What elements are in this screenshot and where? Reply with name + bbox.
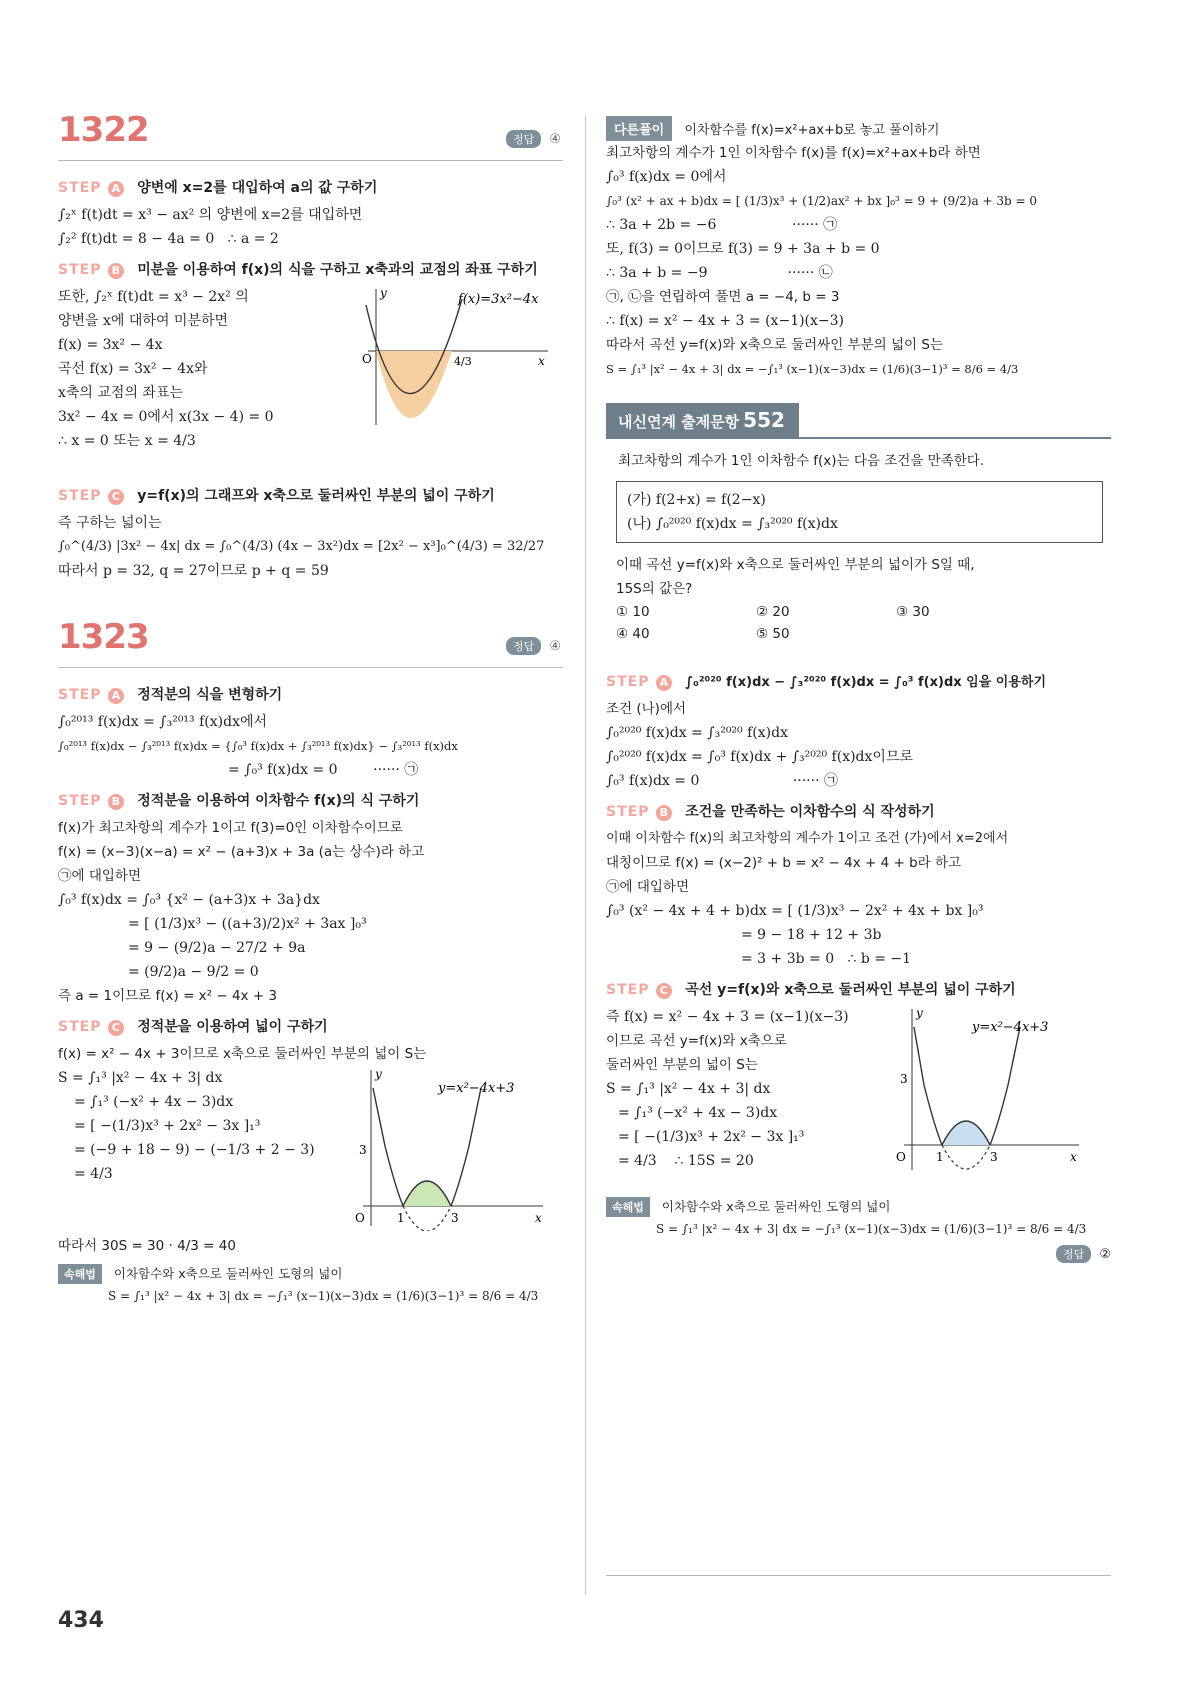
solution-line: = [ −(1/3)x³ + 2x² − 3x ]₁³ <box>618 1129 805 1145</box>
solution-line: = (−9 + 18 − 9) − (−1/3 + 2 − 3) <box>74 1142 315 1158</box>
solution-line: = ∫₀³ f(x)dx = 0 ······ ㉠ <box>228 762 419 778</box>
function-label: y=x²−4x+3 <box>972 1020 1049 1035</box>
curve-dashed <box>403 1206 451 1231</box>
step-b-heading <box>58 790 563 810</box>
curve-left <box>373 1088 403 1206</box>
solution-line: x축의 교점의 좌표는 <box>58 385 183 401</box>
page-number: 434 <box>58 1608 104 1633</box>
step-a-heading <box>58 684 563 704</box>
answer-badge: 정답 <box>506 637 541 655</box>
solution-line: ∫₀²⁰¹³ f(x)dx − ∫₃²⁰¹³ f(x)dx = {∫₀³ f(x)dx + ∫₃²⁰¹³ f(x)dx} − ∫₃²⁰¹³ f(x)dx <box>58 739 458 753</box>
solution-line: 이때 이차함수 f(x)의 최고차항의 계수가 1이고 조건 (가)에서 x=2에서 <box>606 831 1009 846</box>
solution-line: = [ −(1/3)x³ + 2x² − 3x ]₁³ <box>74 1118 261 1134</box>
answer-value: ④ <box>549 132 561 147</box>
solution-line: = 9 − (9/2)a − 27/2 + 9a <box>128 940 306 956</box>
right-column <box>606 110 1111 1263</box>
root-label-1: 1 <box>397 1211 405 1225</box>
question-text: 15S의 값은? <box>616 581 693 597</box>
solution-line: = [ (1/3)x³ − ((a+3)/2)x² + 3ax ]₀³ <box>128 916 367 932</box>
solution-line: ∫₀³ f(x)dx = 0 ······ ㉠ <box>606 773 838 789</box>
column-divider <box>585 115 586 1595</box>
solution-line: 또, f(3) = 0이므로 f(3) = 9 + 3a + b = 0 <box>606 241 880 257</box>
shaded-region <box>376 351 452 418</box>
step-label: STEP C <box>606 982 672 998</box>
step-b-heading <box>606 801 1111 821</box>
exam-answer <box>606 1245 1111 1263</box>
function-label: f(x)=3x²−4x <box>458 292 539 307</box>
y-label: y <box>375 1067 382 1081</box>
step-b-heading <box>58 259 563 279</box>
solution-line: ∫₀²⁰²⁰ f(x)dx = ∫₀³ f(x)dx + ∫₃²⁰²⁰ f(x)dx이므로 <box>606 749 913 765</box>
quick-method-title: 이차함수와 x축으로 둘러싸인 도형의 넓이 <box>113 1266 343 1281</box>
solution-line: 따라서 30S = 30 · 4/3 = 40 <box>58 1238 236 1254</box>
exam-problem-552 <box>606 403 1111 645</box>
solution-line: ∫₀²⁰¹³ f(x)dx = ∫₃²⁰¹³ f(x)dx에서 <box>58 714 268 730</box>
solution-line: ∫₀²⁰²⁰ f(x)dx = ∫₃²⁰²⁰ f(x)dx <box>606 725 788 741</box>
y-intercept-label: 3 <box>359 1143 367 1157</box>
choice-5: ⑤ 50 <box>756 626 790 642</box>
solution-line: f(x) = (x−3)(x−a) = x² − (a+3)x + 3a (a는 상수)라 하고 <box>58 844 425 860</box>
quick-method-formula: S = ∫₁³ |x² − 4x + 3| dx = −∫₁³ (x−1)(x−3)dx = (1/6)(3−1)³ = 8/6 = 4/3 <box>656 1222 1087 1236</box>
root-label-3: 3 <box>451 1211 459 1225</box>
problem-number: 1322 <box>58 110 149 150</box>
solution-line: ㉠에 대입하면 <box>606 879 689 895</box>
solution-line: 곡선 f(x) = 3x² − 4x와 <box>58 361 208 377</box>
alternative-title: 이차함수를 f(x)=x²+ax+b로 놓고 풀이하기 <box>684 123 940 138</box>
left-column <box>58 110 563 1308</box>
step-label: STEP A <box>606 674 672 690</box>
step-label: STEP B <box>58 793 124 809</box>
step-b-body <box>58 285 563 477</box>
quick-method-tag: 속해법 <box>58 1264 102 1284</box>
step-c-body <box>58 1066 563 1234</box>
step-title: 정적분을 이용하여 넓이 구하기 <box>137 1019 328 1035</box>
x-label: x <box>538 354 545 368</box>
answer-choices <box>606 601 1111 645</box>
step-label: STEP B <box>58 262 124 278</box>
solution-line: 양변을 x에 대하여 미분하면 <box>58 313 229 329</box>
choice-3: ③ 30 <box>896 604 930 620</box>
answer-indicator <box>506 130 561 148</box>
choice-1: ① 10 <box>616 604 650 620</box>
solution-line: ∫₀³ f(x)dx = 0에서 <box>606 169 727 185</box>
solution-line: ∴ 3a + b = −9 ······ ㉡ <box>606 265 833 281</box>
solution-line: f(x) = x² − 4x + 3이므로 x축으로 둘러싸인 부분의 넓이 S는 <box>58 1046 427 1062</box>
x-label: x <box>1070 1150 1077 1164</box>
solution-line: ∴ x = 0 또는 x = 4/3 <box>58 433 196 449</box>
origin-label: O <box>896 1150 906 1164</box>
quick-method-tag: 속해법 <box>606 1197 650 1217</box>
step-c-heading <box>58 485 563 505</box>
step-title: 정적분을 이용하여 이차함수 f(x)의 식 구하기 <box>137 793 420 809</box>
solution-line: 따라서 곡선 y=f(x)와 x축으로 둘러싸인 부분의 넓이 S는 <box>606 337 943 353</box>
root-label-1: 1 <box>936 1150 944 1164</box>
step-label: STEP C <box>58 1019 124 1035</box>
solution-line: ∫₂² f(t)dt = 8 − 4a = 0 ∴ a = 2 <box>58 231 279 247</box>
solution-line: 또한, ∫₂ˣ f(t)dt = x³ − 2x² 의 <box>58 289 249 305</box>
solution-line: 즉 구하는 넓이는 <box>58 515 162 531</box>
quick-method <box>58 1264 563 1284</box>
y-intercept-label: 3 <box>900 1072 908 1086</box>
solution-line: 즉 a = 1이므로 f(x) = x² − 4x + 3 <box>58 988 278 1004</box>
step-c-body <box>606 1005 1111 1195</box>
solution-line: ∫₀³ f(x)dx = ∫₀³ {x² − (a+3)x + 3a}dx <box>58 892 320 908</box>
condition-line: (가) f(2+x) = f(2−x) <box>627 492 766 508</box>
solution-line: S = ∫₁³ |x² − 4x + 3| dx = −∫₁³ (x−1)(x−3)dx = (1/6)(3−1)³ = 8/6 = 4/3 <box>606 362 1019 376</box>
solution-line: ∫₂ˣ f(t)dt = x³ − ax² 의 양변에 x=2를 대입하면 <box>58 207 363 223</box>
solution-line: S = ∫₁³ |x² − 4x + 3| dx <box>606 1081 771 1097</box>
solution-line: 둘러싸인 부분의 넓이 S는 <box>606 1057 758 1073</box>
solution-line: 최고차항의 계수가 1인 이차함수 f(x)를 f(x)=x²+ax+b라 하면 <box>606 145 981 161</box>
exam-heading: 내신연계 출제문항 552 <box>606 403 799 437</box>
step-c-heading <box>606 979 1111 999</box>
solution-line: 이므로 곡선 y=f(x)와 x축으로 <box>606 1033 787 1049</box>
solution-line: S = ∫₁³ |x² − 4x + 3| dx <box>58 1070 223 1086</box>
step-title: 곡선 y=f(x)와 x축으로 둘러싸인 부분의 넓이 구하기 <box>685 982 1016 998</box>
root-label: 4/3 <box>454 355 472 368</box>
solution-line: ∫₀^(4/3) |3x² − 4x| dx = ∫₀^(4/3) (4x − 3x²)dx = [2x² − x³]₀^(4/3) = 32/27 <box>58 539 545 554</box>
step-title: ∫₀²⁰²⁰ f(x)dx − ∫₃²⁰²⁰ f(x)dx = ∫₀³ f(x)dx 임을 이용하기 <box>685 675 1047 690</box>
solution-line: 따라서 p = 32, q = 27이므로 p + q = 59 <box>58 563 329 579</box>
origin-label: O <box>362 352 372 366</box>
solution-line: = 4/3 <box>74 1166 113 1182</box>
step-label: STEP C <box>58 488 124 504</box>
answer-indicator <box>506 637 561 655</box>
condition-box <box>616 481 1103 543</box>
quick-method-formula: S = ∫₁³ |x² − 4x + 3| dx = −∫₁³ (x−1)(x−3)dx = (1/6)(3−1)³ = 8/6 = 4/3 <box>108 1289 539 1303</box>
answer-badge: 정답 <box>1056 1245 1091 1263</box>
solution-line: 조건 (나)에서 <box>606 701 687 717</box>
problem-1323-header <box>58 617 563 668</box>
answer-badge: 정답 <box>506 130 541 148</box>
solution-line: ∴ f(x) = x² − 4x + 3 = (x−1)(x−3) <box>606 313 845 329</box>
problem-number: 1323 <box>58 617 149 657</box>
parabola-graph-1323 <box>343 1066 558 1231</box>
quick-method-title: 이차함수와 x축으로 둘러싸인 도형의 넓이 <box>661 1199 891 1214</box>
solution-line: ㉠, ㉡을 연립하여 풀면 a = −4, b = 3 <box>606 289 840 305</box>
step-label: STEP A <box>58 180 124 196</box>
step-title: 양변에 x=2를 대입하여 a의 값 구하기 <box>137 180 378 196</box>
solution-line: 대칭이므로 f(x) = (x−2)² + b = x² − 4x + 4 + b라 하고 <box>606 855 962 871</box>
solution-line: 즉 f(x) = x² − 4x + 3 = (x−1)(x−3) <box>606 1009 849 1025</box>
condition-line: (나) ∫₀²⁰²⁰ f(x)dx = ∫₃²⁰²⁰ f(x)dx <box>627 516 838 532</box>
question-text: 최고차항의 계수가 1인 이차함수 f(x)는 다음 조건을 만족한다. <box>618 453 985 469</box>
step-label: STEP B <box>606 804 672 820</box>
bottom-rule <box>606 1575 1111 1576</box>
parabola-graph-552 <box>884 1005 1094 1175</box>
root-label-3: 3 <box>990 1150 998 1164</box>
y-label: y <box>380 286 387 300</box>
solution-line: ∫₀³ (x² + ax + b)dx = [ (1/3)x³ + (1/2)ax² + bx ]₀³ = 9 + (9/2)a + 3b = 0 <box>606 194 1037 208</box>
choice-4: ④ 40 <box>616 626 650 642</box>
curve-dashed <box>942 1145 990 1169</box>
step-a-heading <box>58 177 563 197</box>
solution-line: ㉠에 대입하면 <box>58 868 141 884</box>
solution-line: f(x) = 3x² − 4x <box>58 337 163 353</box>
curve-right <box>451 1088 481 1206</box>
answer-value: ④ <box>549 639 561 654</box>
quick-method <box>606 1197 1111 1217</box>
solution-line: = (9/2)a − 9/2 = 0 <box>128 964 259 980</box>
curve-right <box>990 1027 1020 1145</box>
alternative-solution-heading <box>606 116 1111 141</box>
curve-left <box>914 1027 942 1145</box>
solution-line: ∫₀³ (x² − 4x + 4 + b)dx = [ (1/3)x³ − 2x² + 4x + bx ]₀³ <box>606 903 984 919</box>
parabola-graph-1322 <box>358 285 563 435</box>
solution-line: = 9 − 18 + 12 + 3b <box>741 927 882 943</box>
solution-line: ∴ 3a + 2b = −6 ······ ㉠ <box>606 217 838 233</box>
step-title: 미분을 이용하여 f(x)의 식을 구하고 x축과의 교점의 좌표 구하기 <box>137 262 538 278</box>
solution-line: = ∫₁³ (−x² + 4x − 3)dx <box>618 1105 778 1121</box>
question-text: 이때 곡선 y=f(x)와 x축으로 둘러싸인 부분의 넓이가 S일 때, <box>616 557 975 573</box>
step-c-heading <box>58 1016 563 1036</box>
exam-rule <box>606 437 1111 439</box>
step-title: 정적분의 식을 변형하기 <box>137 687 283 703</box>
choice-2: ② 20 <box>756 604 790 620</box>
function-label: y=x²−4x+3 <box>438 1081 515 1096</box>
step-title: 조건을 만족하는 이차함수의 식 작성하기 <box>685 804 935 820</box>
step-title: y=f(x)의 그래프와 x축으로 둘러싸인 부분의 넓이 구하기 <box>137 488 495 504</box>
exam-number: 552 <box>743 408 785 432</box>
solution-line: f(x)가 최고차항의 계수가 1이고 f(3)=0인 이차함수이므로 <box>58 820 403 836</box>
solution-line: 3x² − 4x = 0에서 x(3x − 4) = 0 <box>58 409 274 425</box>
problem-1322-header <box>58 110 563 161</box>
origin-label: O <box>355 1211 365 1225</box>
step-label: STEP A <box>58 687 124 703</box>
alternative-tag: 다른풀이 <box>606 116 672 141</box>
y-label: y <box>916 1006 923 1020</box>
answer-value: ② <box>1099 1247 1111 1262</box>
solution-line: = 4/3 ∴ 15S = 20 <box>618 1153 754 1169</box>
step-a-heading <box>606 671 1111 691</box>
solution-line: = ∫₁³ (−x² + 4x − 3)dx <box>74 1094 234 1110</box>
solution-line: = 3 + 3b = 0 ∴ b = −1 <box>741 951 912 967</box>
x-label: x <box>535 1211 542 1225</box>
